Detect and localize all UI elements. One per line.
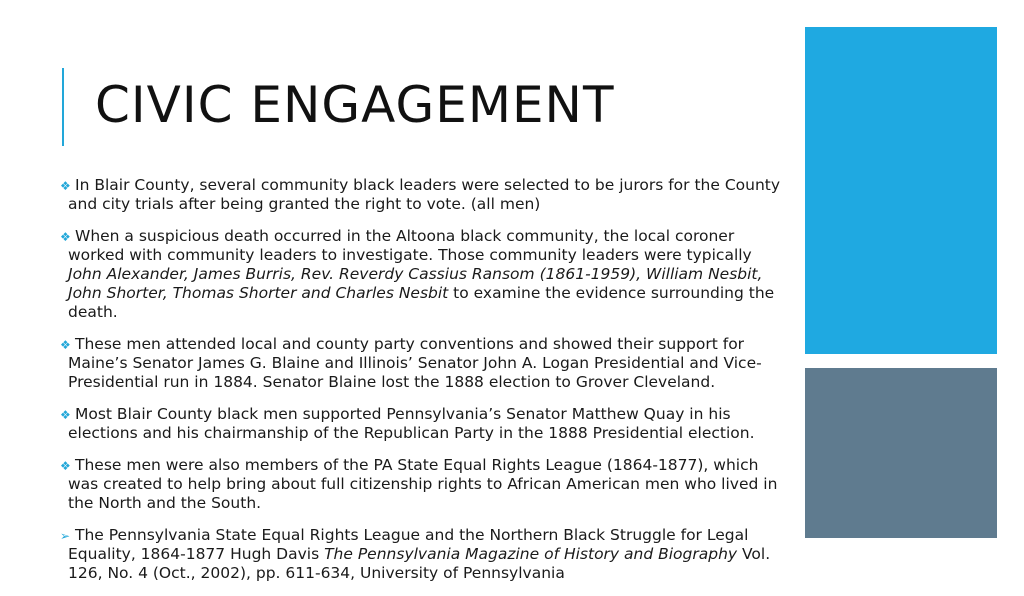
- diamond-bullet-icon: ❖: [60, 230, 71, 244]
- bullet-item: [60, 335, 790, 392]
- bullet-text: These men were also members of the PA State Equal Rights League (1864-1877), which was created to help bring about full citizenship rights to African American men who lived in the North and the South.: [68, 456, 778, 512]
- bullet-text-end: Vol. 126, No. 4 (Oct., 2002), pp. 611-634, University of Pennsylvania: [68, 545, 771, 582]
- bullet-text: When a suspicious death occurred in the Altoona black community, the local coroner worked with community leaders to investigate. Those community leaders were typically: [68, 227, 752, 264]
- diamond-bullet-icon: ❖: [60, 179, 71, 193]
- bullet-item: [60, 227, 790, 322]
- slide-body: [60, 176, 790, 596]
- bullet-item: [60, 405, 790, 443]
- bullet-text-italic: John Alexander, James Burris, Rev. Reverdy Cassius Ransom (1861-1959), William Nesbit, John Shorter, Thomas Shorter and Charles Nesbit: [68, 265, 763, 302]
- bullet-text-italic: The Pennsylvania Magazine of History and Biography: [324, 545, 738, 563]
- bullet-item: [60, 456, 790, 513]
- title-accent-line: [62, 68, 64, 146]
- bullet-item: [60, 176, 790, 214]
- arrow-bullet-icon: ➢: [60, 529, 71, 543]
- diamond-bullet-icon: ❖: [60, 408, 71, 422]
- bullet-text: The Pennsylvania State Equal Rights League and the Northern Black Struggle for Legal Equality, 1864-1877 Hugh Davis: [68, 526, 749, 563]
- bullet-text: Most Blair County black men supported Pennsylvania’s Senator Matthew Quay in his elections and his chairmanship of the Republican Party in the 1888 Presidential election.: [68, 405, 755, 442]
- bullet-text: These men attended local and county party conventions and showed their support for Maine’s Senator James G. Blaine and Illinois’ Senator John A. Logan Presidential and Vice-Presidential run in 1884. Senator Blaine lost the 1888 election to Grover Cleveland.: [68, 335, 762, 391]
- decorative-blue-block: [805, 27, 997, 354]
- bullet-text-end: to examine the evidence surrounding the death.: [68, 284, 775, 321]
- bullet-item: [60, 526, 790, 583]
- diamond-bullet-icon: ❖: [60, 459, 71, 473]
- diamond-bullet-icon: ❖: [60, 338, 71, 352]
- decorative-slate-block: [805, 368, 997, 538]
- slide-title: CIVIC ENGAGEMENT: [95, 76, 615, 134]
- bullet-text: In Blair County, several community black leaders were selected to be jurors for the County and city trials after being granted the right to vote. (all men): [68, 176, 781, 213]
